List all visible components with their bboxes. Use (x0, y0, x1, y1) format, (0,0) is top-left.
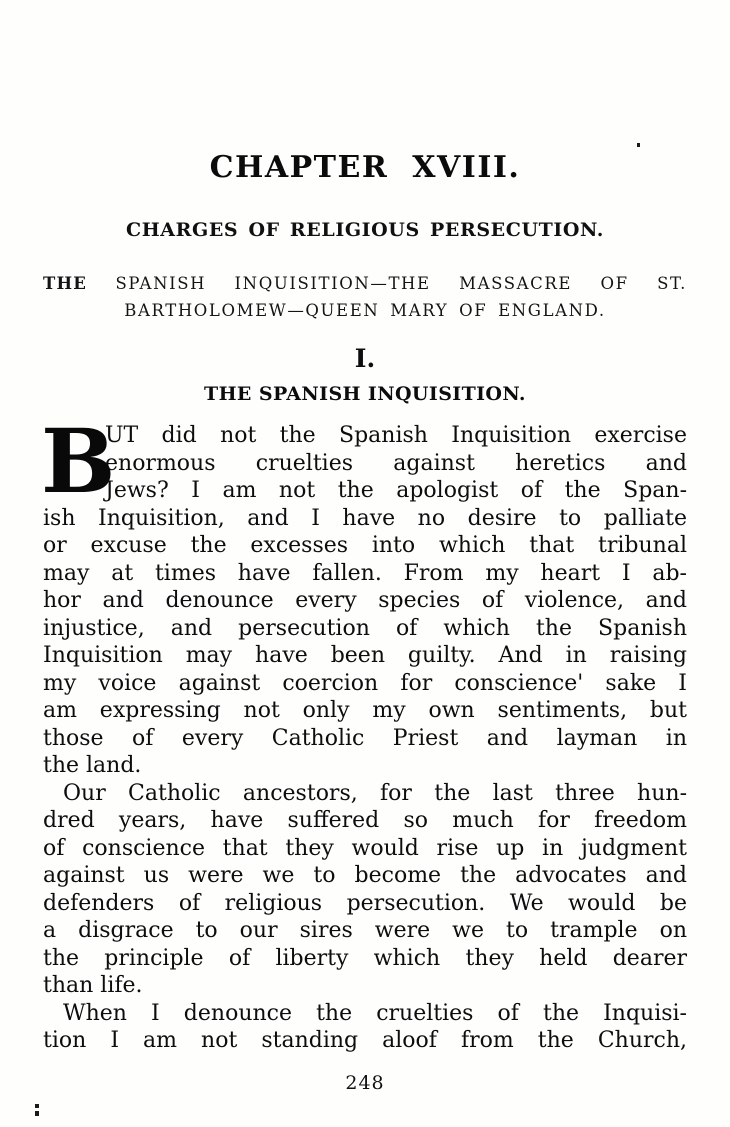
text-line: those of every Catholic Priest and layman in (43, 725, 687, 751)
text-line: tion I am not standing aloof from the Church, (43, 1028, 687, 1053)
chapter-title: CHAPTER XVIII. (209, 150, 521, 185)
summary-line-1 (43, 270, 687, 297)
text-line: Inquisition may have been guilty. And in raising (43, 643, 687, 668)
text-line: Our Catholic ancestors, for the last three hun- (63, 780, 687, 806)
text-line: hor and denounce every species of violence, and (43, 588, 687, 613)
paragraph (43, 780, 687, 1000)
scan-artifact-mark (35, 1104, 39, 1108)
text-line: the principle of liberty which they held dearer (43, 945, 687, 971)
section-number: I. (354, 344, 376, 373)
summary-lead-word: THE (43, 274, 88, 293)
text-line: the land. (43, 753, 142, 778)
drop-cap-lines (41, 409, 687, 513)
chapter-subtitle: CHARGES OF RELIGIOUS PERSECUTION. (126, 219, 604, 241)
text-line: a disgrace to our sires were we to trample on (43, 918, 687, 943)
text-line: When I denounce the cruelties of the Inquisi- (63, 1000, 687, 1026)
text-line: injustice, and persecution of which the Spanish (43, 615, 687, 641)
text-line: of conscience that they would rise up in judgment (43, 835, 687, 861)
page-number: 248 (345, 1071, 385, 1094)
text-column (43, 150, 687, 1094)
text-line: my voice against coercion for conscience' sake I (43, 670, 687, 696)
text-line: against us were we to become the advocates and (43, 863, 687, 888)
scan-artifact-dot (637, 143, 640, 147)
section-title: THE SPANISH INQUISITION. (204, 383, 526, 405)
text-line: Jews? I am not the apologist of the Span- (105, 478, 687, 503)
text-line: enormous cruelties against heretics and (105, 450, 687, 476)
text-line: may at times have fallen. From my heart I ab- (43, 560, 687, 586)
text-line: than life. (43, 973, 143, 998)
text-line: dred years, have suffered so much for freedom (43, 808, 687, 833)
text-line: am expressing not only my own sentiments, but (43, 698, 687, 723)
paragraph (43, 1000, 687, 1055)
text-line: UT did not the Spanish Inquisition exercise (105, 423, 687, 448)
text-line: ish Inquisition, and I have no desire to palliate (43, 505, 687, 531)
body-text (41, 409, 687, 1055)
text-line: or excuse the excesses into which that tribunal (43, 533, 687, 558)
chapter-summary (43, 270, 687, 324)
text-line: defenders of religious persecution. We would be (43, 890, 687, 916)
drop-cap: B (41, 409, 116, 513)
paragraph (41, 409, 687, 780)
summary-line-1-rest: SPANISH INQUISITION—THE MASSACRE OF ST. (87, 274, 687, 293)
scan-artifact-mark (35, 1111, 39, 1116)
summary-line-2: BARTHOLOMEW—QUEEN MARY OF ENGLAND. (124, 301, 606, 320)
